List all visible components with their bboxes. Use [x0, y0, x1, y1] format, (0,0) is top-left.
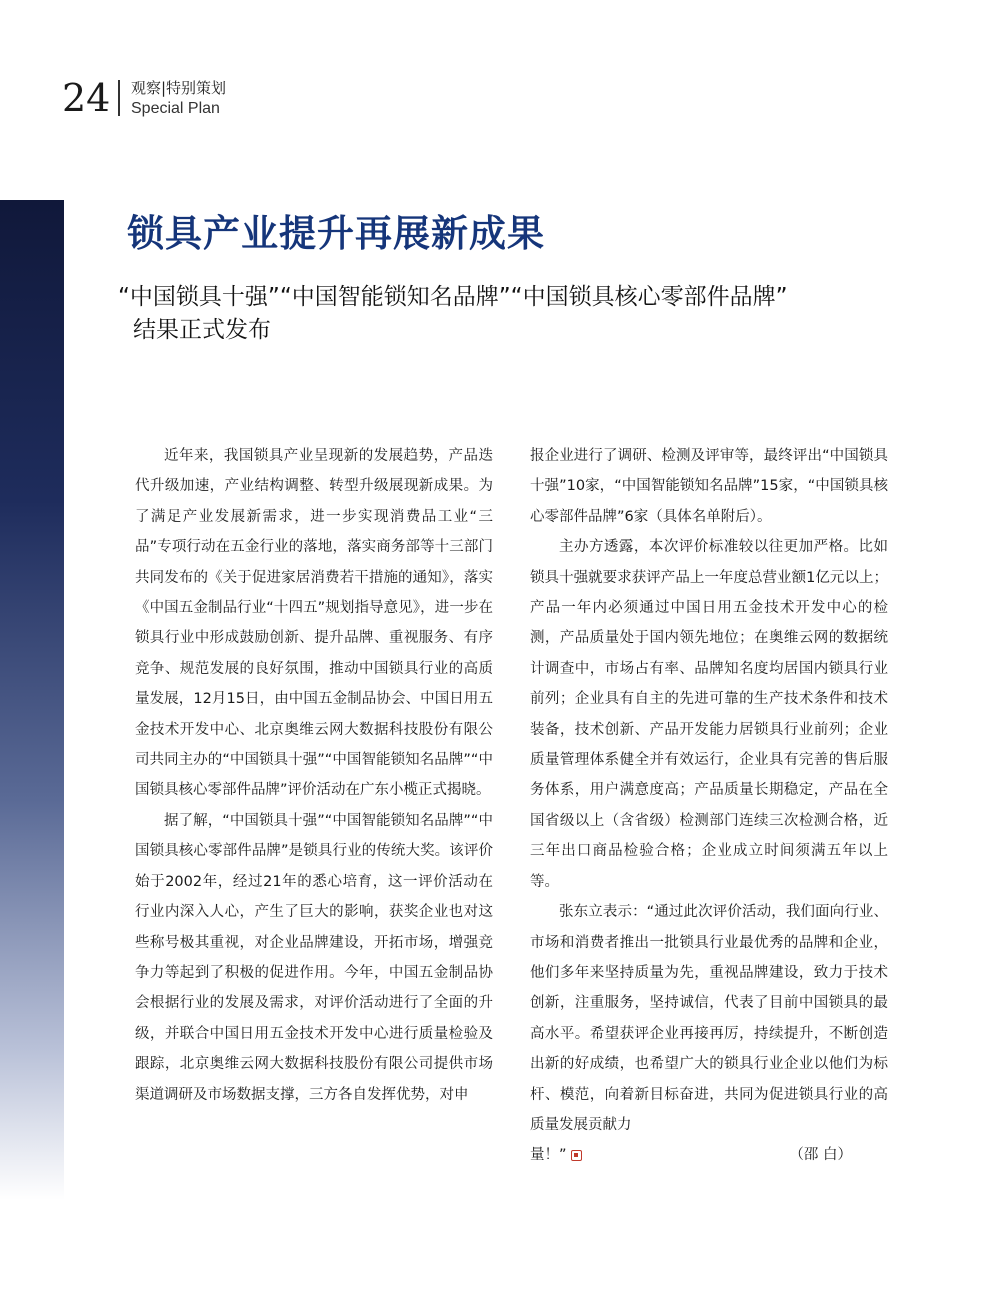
- paragraph-1: 近年来，我国锁具产业呈现新的发展趋势，产品迭代升级加速，产业结构调整、转型升级展现新成果。为了满足产业发展新需求，进一步实现消费品工业“三品”专项行动在五金行业的落地，落实商务部等十三部门共同发布的《关于促进家居消费若干措施的通知》，落实《中国五金制品行业“十四五”规划指导意见》，进一步在锁具行业中形成鼓励创新、提升品牌、重视服务、有序竞争、规范发展的良好氛围，推动中国锁具行业的高质量发展，12月15日，由中国五金制品协会、中国日用五金技术开发中心、北京奥维云网大数据科技股份有限公司共同主办的“中国锁具十强”“中国智能锁知名品牌”“中国锁具核心零部件品牌”评价活动在广东小榄正式揭晓。: [135, 448, 493, 799]
- paragraph-4-last-line: 量！”: [530, 1147, 567, 1164]
- section-label-cn: 观察|特别策划: [131, 79, 227, 97]
- header-divider: [118, 80, 120, 116]
- paragraph-4: 张东立表示：“通过此次评价活动，我们面向行业、市场和消费者推出一批锁具行业最优秀的品牌和企业，他们多年来坚持质量为先，重视品牌建设，致力于技术创新，注重服务，坚持诚信，代表了目前中国锁具的最高水平。希望获评企业再接再厉，持续提升，不断创造出新的好成绩，也希望广大的锁具行业企业以他们为标杆、模范，向着新目标奋进，共同为促进锁具行业的高质量发展贡献力: [530, 904, 888, 1133]
- body-column-right: [530, 441, 888, 1171]
- subtitle-line-2: 结果正式发布: [133, 317, 271, 343]
- end-of-article-icon: [571, 1150, 582, 1161]
- paragraph-2: 据了解，“中国锁具十强”“中国智能锁知名品牌”“中国锁具核心零部件品牌”是锁具行业的传统大奖。该评价始于2002年，经过21年的悉心培育，这一评价活动在行业内深入人心，产生了巨大的影响，获奖企业也对这些称号极其重视，对企业品牌建设，开拓市场，增强竞争力等起到了积极的促进作用。今年，中国五金制品协会根据行业的发展及需求，对评价活动进行了全面的升级，并联合中国日用五金技术开发中心进行质量检验及跟踪，北京奥维云网大数据科技股份有限公司提供市场渠道调研及市场数据支撑，三方各自发挥优势，对申: [135, 812, 493, 1103]
- paragraph-4-ending: [530, 1140, 888, 1170]
- subtitle-line-1: “中国锁具十强”“中国智能锁知名品牌”“中国锁具核心零部件品牌”: [118, 284, 788, 310]
- article-title: 锁具产业提升再展新成果: [127, 212, 545, 255]
- decorative-side-bar: [0, 200, 64, 1200]
- body-column-left: [135, 441, 493, 1110]
- author-byline: （邵 白）: [789, 1147, 852, 1164]
- article-subtitle: [118, 281, 898, 347]
- page-number: 24: [62, 76, 111, 120]
- paragraph-3: 主办方透露，本次评价标准较以往更加严格。比如锁具十强就要求获评产品上一年度总营业额1亿元以上；产品一年内必须通过中国日用五金技术开发中心的检测，产品质量处于国内领先地位；在奥维云网的数据统计调查中，市场占有率、品牌知名度均居国内锁具行业前列；企业具有自主的先进可靠的生产技术条件和技术装备，技术创新、产品开发能力居锁具行业前列；企业质量管理体系健全并有效运行，企业具有完善的售后服务体系，用户满意度高；产品质量长期稳定，产品在全国省级以上（含省级）检测部门连续三次检测合格，近三年出口商品检验合格；企业成立时间须满五年以上等。: [530, 539, 888, 890]
- section-label-en: Special Plan: [131, 100, 220, 117]
- paragraph-2-continued: 报企业进行了调研、检测及评审等，最终评出“中国锁具十强”10家，“中国智能锁知名品牌”15家，“中国锁具核心零部件品牌”6家（具体名单附后）。: [530, 448, 888, 525]
